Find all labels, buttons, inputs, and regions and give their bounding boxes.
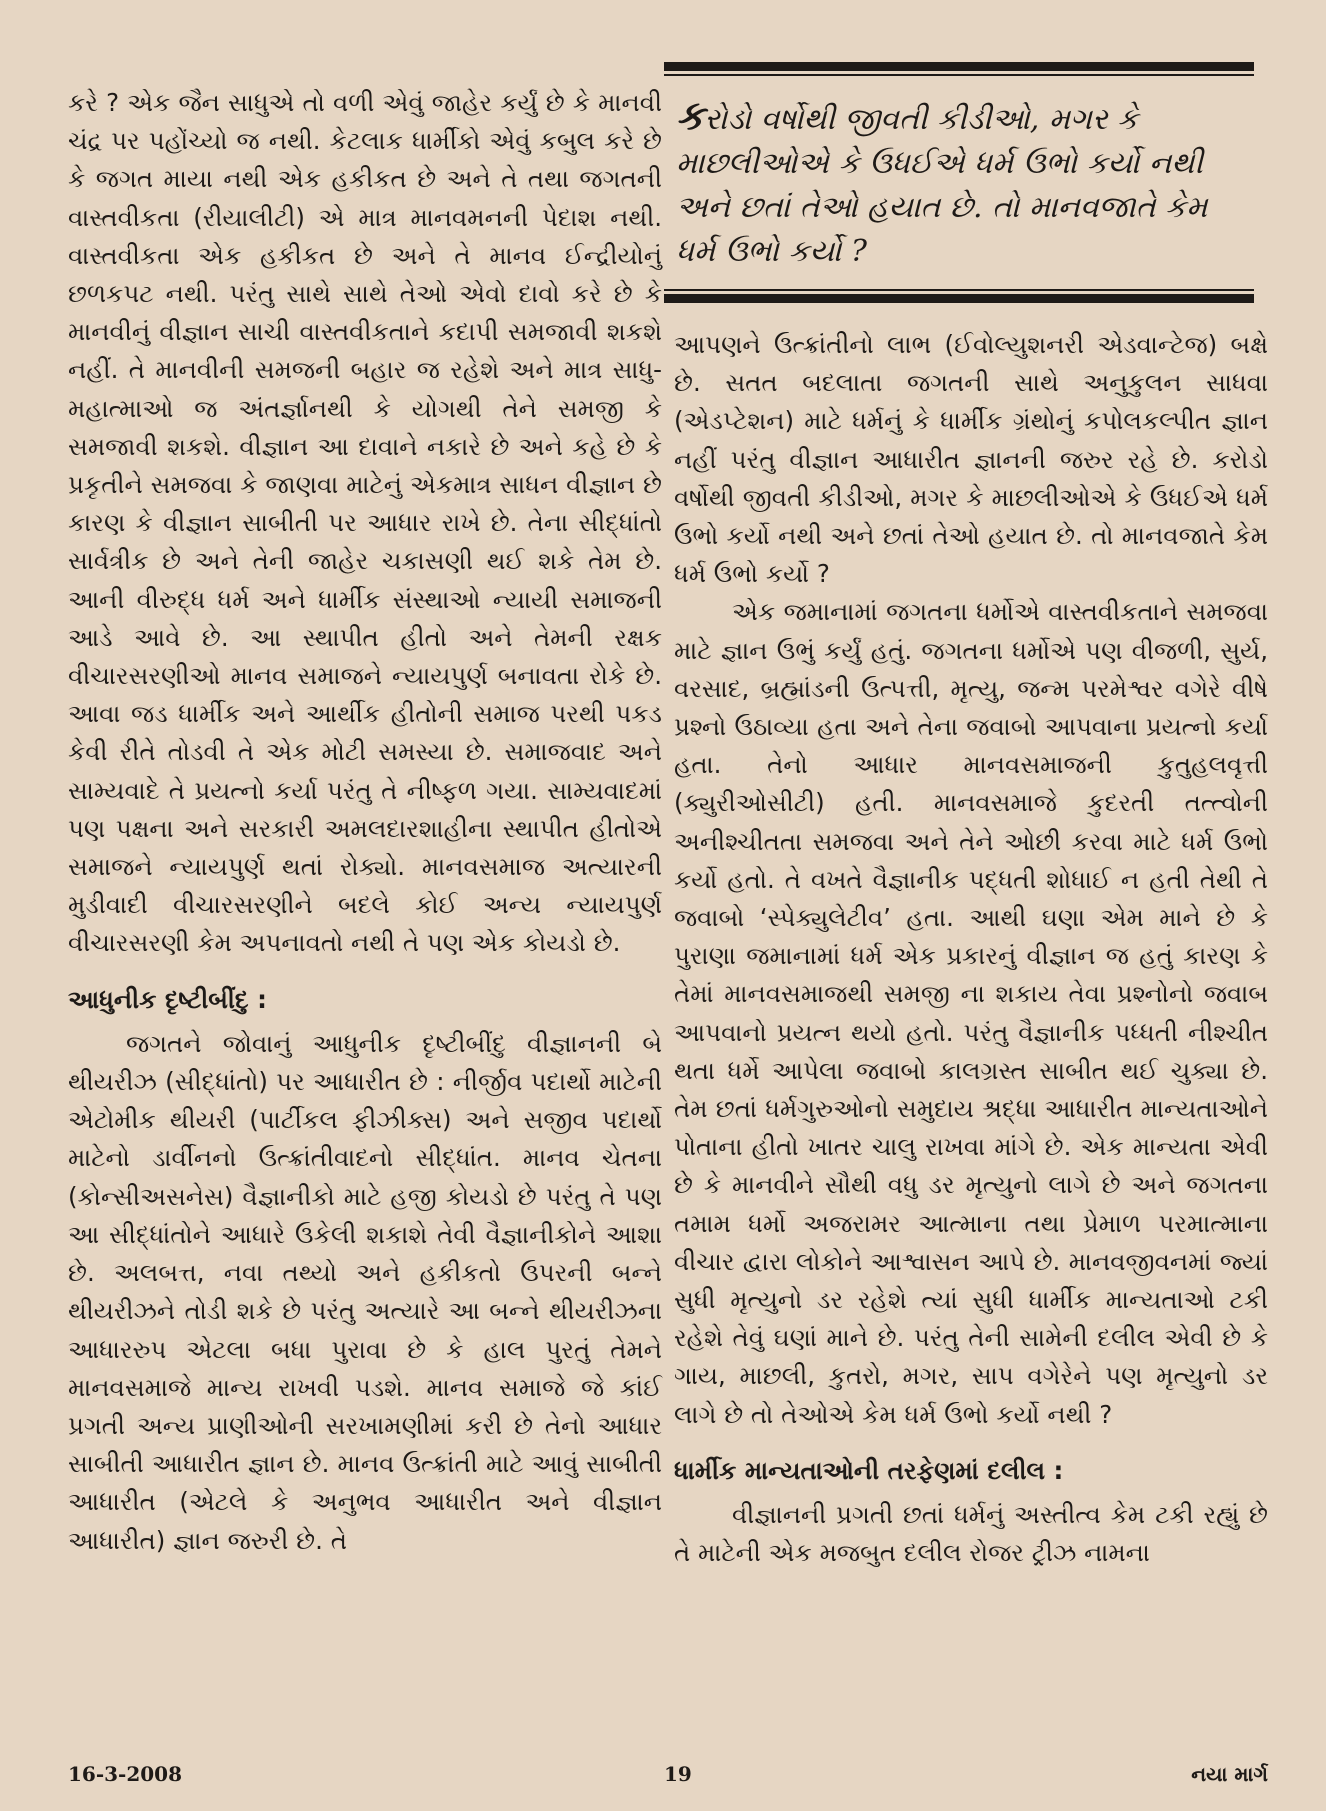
- footer-date: 16-3-2008: [68, 1762, 183, 1786]
- right-paragraph-3: વીજ્ઞાનની પ્રગતી છતાં ધર્મનું અસ્તીત્વ કેમ ટકી રહ્યું છે તે માટેની એક મજબુત દલીલ રોજર ટ્રીઝ નામના: [674, 1500, 1268, 1568]
- left-column: [68, 84, 662, 1560]
- section-heading-argument-for-belief: ધાર્મીક માન્યતાઓની તરફેણમાં દલીલ :: [674, 1455, 1064, 1485]
- section-heading-modern-viewpoint: આધુનીક દૃષ્ટીબીંદુ :: [68, 984, 267, 1014]
- pull-quote-bottom-thin-rule: [664, 289, 1254, 291]
- right-paragraph-1: આપણને ઉત્ક્રાંતીનો લાભ (ઈવોલ્યુશનરી એડવાન્ટેજ) બક્ષે છે. સતત બદલાતા જગતની સાથે અનુકુલન સાધવા (એડપ્ટેશન) માટે ધર્મનું કે ધાર્મીક ગ્રંથોનું કપોલકલ્પીત જ્ઞાન નહીં પરંતુ વીજ્ઞાન આધારીત જ્ઞાનની જરુર રહે છે. કરોડો વર્ષોથી જીવતી કીડીઓ, મગર કે માછલીઓએ કે ઉધઈએ ધર્મ ઉભો કર્યો નથી અને છતાં તેઓ હયાત છે. તો માનવજાતે કેમ ધર્મ ઉભો કર્યો ?: [674, 330, 1268, 589]
- left-paragraph-1: કરે ? એક જૈન સાધુએ તો વળી એવું જાહેર કર્યું છે કે માનવી ચંદ્ર પર પહોંચ્યો જ નથી. કેટલાક ધાર્મીકો એવું કબુલ કરે છે કે જગત માયા નથી એક હકીકત છે અને તે તથા જગતની વાસ્તવીકતા (રીયાલીટી) એ માત્ર માનવમનની પેદાશ નથી. વાસ્તવીકતા એક હકીકત છે અને તે માનવ ઈન્દ્રીયોનું છળકપટ નથી. પરંતુ સાથે સાથે તેઓ એવો દાવો કરે છે કે માનવીનું વીજ્ઞાન સાચી વાસ્તવીકતાને કદાપી સમજાવી શકશે નહીં. તે માનવીની સમજની બહાર જ રહેશે અને માત્ર સાધુ-મહાત્માઓ જ અંતર્જ્ઞાનથી કે યોગથી તેને સમજી કે સમજાવી શકશે. વીજ્ઞાન આ દાવાને નકારે છે અને કહે છે કે પ્રકૃતીને સમજવા કે જાણવા માટેનું એકમાત્ર સાધન વીજ્ઞાન છે કારણ કે વીજ્ઞાન સાબીતી પર આધાર રાખે છે. તેના સીદ્ધાંતો સાર્વત્રીક છે અને તેની જાહેર ચકાસણી થઈ શકે તેમ છે. આની વીરુદ્ધ ધર્મ અને ધાર્મીક સંસ્થાઓ ન્યાયી સમાજની આડે આવે છે. આ સ્થાપીત હીતો અને તેમની રક્ષક વીચારસરણીઓ માનવ સમાજને ન્યાયપુર્ણ બનાવતા રોકે છે. આવા જડ ધાર્મીક અને આર્થીક હીતોની સમાજ પરથી પકડ કેવી રીતે તોડવી તે એક મોટી સમસ્યા છે. સમાજવાદ અને સામ્યવાદે તે પ્રયત્નો કર્યા પરંતુ તે નીષ્ફળ ગયા. સામ્યવાદમાં પણ પક્ષના અને સરકારી અમલદારશાહીના સ્થાપીત હીતોએ સમાજને ન્યાયપુર્ણ થતાં રોક્યો. માનવસમાજ અત્યારની મુડીવાદી વીચારસરણીને બદલે કોઈ અન્ય ન્યાયપુર્ણ વીચારસરણી કેમ અપનાવતો નથી તે પણ એક કોયડો છે.: [68, 88, 662, 958]
- pull-quote-bottom-rule: [664, 294, 1254, 303]
- page-footer: [68, 1762, 1268, 1790]
- pull-quote-top-rule: [664, 62, 1254, 71]
- right-paragraph-2: એક જમાનામાં જગતના ધર્મોએ વાસ્તવીકતાને સમજવા માટે જ્ઞાન ઉભું કર્યું હતું. જગતના ધર્મોએ પણ વીજળી, સુર્ય, વરસાદ, બ્રહ્માંડની ઉત્પત્તી, મૃત્યુ, જન્મ પરમેશ્વર વગેરે વીષે પ્રશ્નો ઉઠાવ્યા હતા અને તેના જવાબો આપવાના પ્રયત્નો કર્યા હતા. તેનો આધાર માનવસમાજની કુતુહલવૃત્તી (ક્યુરીઓસીટી) હતી. માનવસમાજે કુદરતી તત્ત્વોની અનીશ્ચીતતા સમજવા અને તેને ઓછી કરવા માટે ધર્મ ઉભો કર્યો હતો. તે વખતે વૈજ્ઞાનીક પદ્ધતી શોધાઈ ન હતી તેથી તે જવાબો ‘સ્પેક્યુલેટીવ’ હતા. આથી ઘણા એમ માને છે કે પુરાણા જમાનામાં ધર્મ એક પ્રકારનું વીજ્ઞાન જ હતું કારણ કે તેમાં માનવસમાજથી સમજી ના શકાય તેવા પ્રશ્નોનો જવાબ આપવાનો પ્રયત્ન થયો હતો. પરંતુ વૈજ્ઞાનીક પધ્ધતી નીશ્ચીત થતા ધર્મે આપેલા જવાબો કાલગ્રસ્ત સાબીત થઈ ચુક્યા છે. તેમ છતાં ધર્મગુરુઓનો સમુદાય શ્રદ્ધા આધારીત માન્યતાઓને પોતાના હીતો ખાતર ચાલુ રાખવા માંગે છે. એક માન્યતા એવી છે કે માનવીને સૌથી વધુ ડર મૃત્યુનો લાગે છે અને જગતના તમામ ધર્મો અજરામર આત્માના તથા પ્રેમાળ પરમાત્માના વીચાર દ્વારા લોકોને આશ્વાસન આપે છે. માનવજીવનમાં જ્યાં સુધી મૃત્યુનો ડર રહેશે ત્યાં સુધી ધાર્મીક માન્યતાઓ ટકી રહેશે તેવું ઘણાં માને છે. પરંતુ તેની સામેની દલીલ એવી છે કે ગાય, માછલી, કુતરો, મગર, સાપ વગેરેને પણ મૃત્યુનો ડર લાગે છે તો તેઓએ કેમ ધર્મ ઉભો કર્યો નથી ?: [674, 597, 1268, 1429]
- pull-quote-body: રોડો વર્ષોથી જીવતી કીડીઓ, મગર કે માછલીઓએ કે ઉધઈએ ધર્મ ઉભો કર્યો નથી અને છતાં તેઓ હયાત છે. તો માનવજાતે કેમ ધર્મ ઉભો કર્યો ?: [676, 102, 1208, 269]
- pull-quote-drop-letter: ક: [676, 92, 705, 139]
- footer-page-number: 19: [664, 1762, 692, 1786]
- right-column: [674, 326, 1268, 1573]
- left-paragraph-2: જગતને જોવાનું આધુનીક દૃષ્ટીબીંદુ વીજ્ઞાનની બે થીયરીઝ (સીદ્ધાંતો) પર આધારીત છે : નીર્જીવ પદાર્થો માટેની એટોમીક થીયરી (પાર્ટીકલ ફીઝીક્સ) અને સજીવ પદાર્થો માટેનો ડાર્વીનનો ઉત્ક્રાંતીવાદનો સીદ્ધાંત. માનવ ચેતના (કોન્સીઅસનેસ) વૈજ્ઞાનીકો માટે હજી કોયડો છે પરંતુ તે પણ આ સીદ્ધાંતોને આધારે ઉકેલી શકાશે તેવી વૈજ્ઞાનીકોને આશા છે. અલબત્ત, નવા તથ્યો અને હકીકતો ઉપરની બન્ને થીયરીઝને તોડી શકે છે પરંતુ અત્યારે આ બન્ને થીયરીઝના આધારરુપ એટલા બધા પુરાવા છે કે હાલ પુરતું તેમને માનવસમાજે માન્ય રાખવી પડશે. માનવ સમાજે જે કાંઈ પ્રગતી અન્ય પ્રાણીઓની સરખામણીમાં કરી છે તેનો આધાર સાબીતી આધારીત જ્ઞાન છે. માનવ ઉત્ક્રાંતી માટે આવું સાબીતી આધારીત (એટલે કે અનુભવ આધારીત અને વીજ્ઞાન આધારીત) જ્ઞાન જરુરી છે. તે: [68, 1028, 662, 1555]
- footer-magazine-name: નયા માર્ગ: [1191, 1762, 1268, 1786]
- pull-quote-text: [664, 76, 1254, 286]
- pull-quote-box: [664, 62, 1254, 303]
